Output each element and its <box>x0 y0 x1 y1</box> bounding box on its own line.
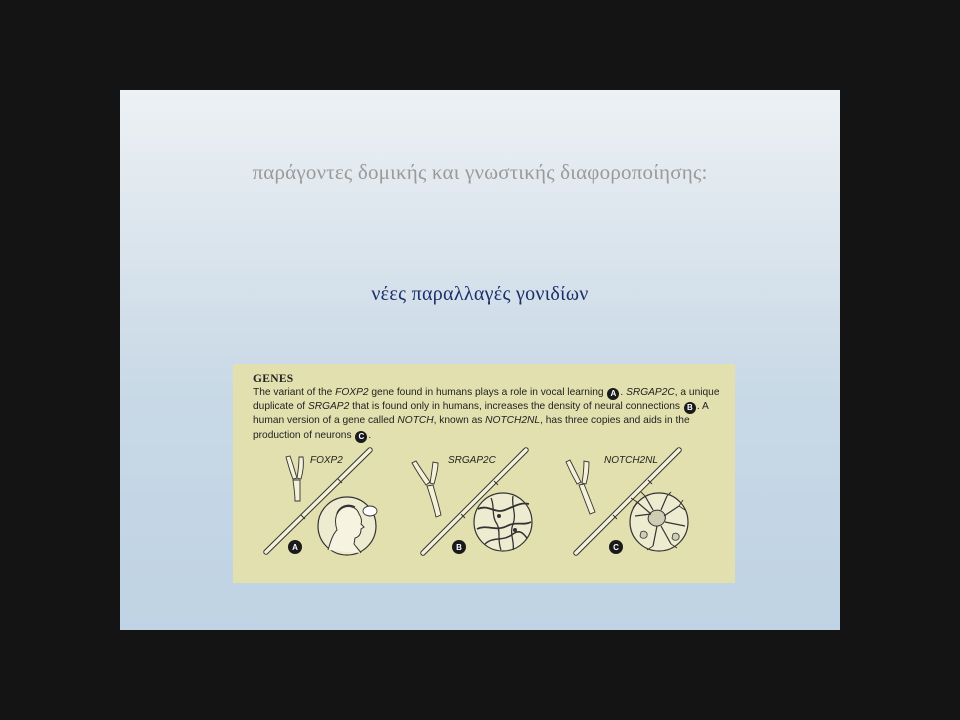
badge-c: C <box>355 431 367 443</box>
badge-a-icon <box>288 540 302 554</box>
person-speaking-icon <box>318 497 377 555</box>
chromosome-icon <box>286 456 303 501</box>
text-segment: , a unique duplicate of <box>253 387 720 413</box>
badge-c-icon <box>609 540 623 554</box>
badge-b-letter: B <box>456 543 462 552</box>
neurons-icon <box>630 492 688 551</box>
badge-b-icon <box>452 540 466 554</box>
text-segment: . <box>620 387 627 398</box>
gene-name-srgap2c: SRGAP2C <box>626 387 675 398</box>
slide-title: παράγοντες δομικής και γνωστικής διαφοροποίησης: <box>252 160 708 184</box>
slide <box>120 90 840 630</box>
badge-b: B <box>684 402 696 414</box>
text-segment: . A human version of a gene called <box>253 401 709 427</box>
text-segment: that is found only in humans, increases the density of neural connections <box>349 401 683 413</box>
text-segment: , has three copies and aids in the production of neurons <box>253 415 690 441</box>
text-segment: , known as <box>433 415 486 427</box>
slide-subtitle: νέες παραλλαγές γονιδίων <box>371 283 589 305</box>
text-segment: . <box>368 429 372 441</box>
neural-connections-icon <box>474 493 532 551</box>
text-segment: The variant of the <box>253 387 336 398</box>
chromosome-icon <box>566 460 595 514</box>
gene-label-foxp2: FOXP2 <box>310 455 343 466</box>
genes-figure-panel <box>233 364 735 583</box>
gene-name-notch: NOTCH <box>397 415 434 427</box>
gene-name-notch2nl: NOTCH2NL <box>485 415 541 427</box>
genes-illustration <box>233 364 735 583</box>
panel-heading: GENES <box>253 373 294 385</box>
chromosome-icon <box>412 461 441 517</box>
text-segment: gene found in humans plays a role in vocal learning <box>368 387 607 398</box>
badge-a-letter: A <box>292 543 298 552</box>
gene-label-notch2nl: NOTCH2NL <box>604 455 658 466</box>
gene-name-srgap2: SRGAP2 <box>307 401 350 413</box>
badge-a: A <box>607 388 619 400</box>
badge-c-letter: C <box>613 543 619 552</box>
gene-label-srgap2c: SRGAP2C <box>448 455 496 466</box>
gene-name-foxp2: FOXP2 <box>335 387 369 398</box>
